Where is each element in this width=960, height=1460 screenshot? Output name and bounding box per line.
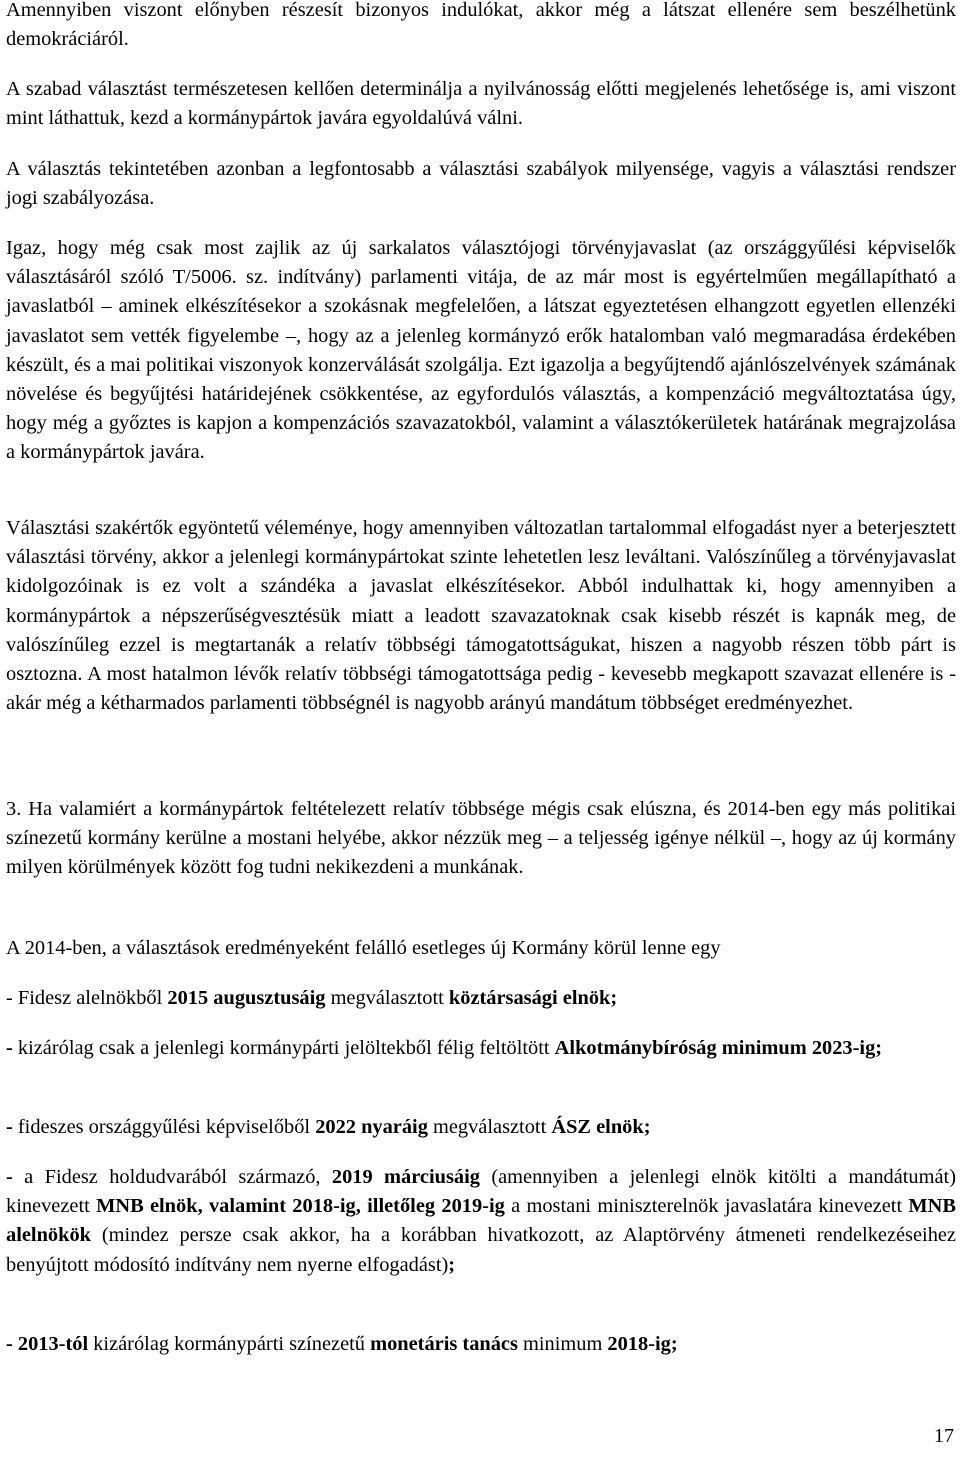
list-item-audit-office xyxy=(6,1113,651,1142)
text-run: kizárólag kormánypárti színezetű xyxy=(88,1333,371,1355)
bold-text-run: 2019 márciusáig xyxy=(331,1166,480,1188)
paragraph-publicity: A szabad választást természetesen kellően determinálja a nyilvánosság előtti megjelenés lehetősége is, ami viszont mint láthattuk, kezd a kormánypártok javára egyoldalúvá válni. xyxy=(6,78,956,130)
list-item-central-bank xyxy=(6,1163,956,1280)
paragraph-electoral-rules: A választás tekintetében azonban a legfontosabb a választási szabályok milyensége, vagyis a választási rendszer jogi szabályozása. xyxy=(6,158,956,210)
text-run: fideszes országgyűlési képviselőből xyxy=(12,1116,316,1138)
bold-text-run: monetáris tanács xyxy=(370,1333,518,1355)
paragraph-experts-opinion: Választási szakértők egyöntetű véleménye, hogy amennyiben változatlan tartalommal elfogadást nyer a beterjesztett választási törvény, akkor a jelenlegi kormánypártokat szinte lehetetlen lesz leváltani. Valószínűleg a törvényjavaslat kidolgozóinak is ez volt a szándéka a javaslat elkészítésekor. Abból indulhattak ki, hogy amennyiben a kormánypártok a népszerűségvesztésük miatt a leadott szavazatoknak csak kisebb részét is kapnák meg, de valószínűleg ezzel is megtartanák a relatív többségi támogatottságukat, hiszen a nagyobb részen több párt is osztozna. A most hatalmon lévők relatív többségi támogatottsága pedig - kevesebb megkapott szavazat ellenére is - akár még a kétharmados parlamenti többségnél is nagyobb arányú mandátum többséget eredményezhet. xyxy=(6,517,956,715)
list-item-constitutional-court xyxy=(6,1034,882,1063)
paragraph-government-change: 3. Ha valamiért a kormánypártok feltételezett relatív többsége mégis csak elúszna, és 2014-ben egy más politikai színezetű kormány kerülne a mostani helyébe, akkor nézzük meg – a teljesség igénye nélkül –, hogy az új kormány milyen körülmények között fog tudni nekikezdeni a munkának. xyxy=(6,798,956,879)
bold-text-run: köztársasági elnök; xyxy=(448,987,618,1009)
text-run: (amennyiben a jelenlegi elnök kitölti a mandátumát) kinevezett xyxy=(6,1166,956,1218)
bold-text-run: MNB elnök, valamint 2018-ig, illetőleg 2019-ig xyxy=(96,1195,505,1218)
text-run: megválasztott xyxy=(427,1116,552,1138)
bold-text-run: 2022 nyaráig xyxy=(315,1116,428,1138)
text-run: a Fidesz holdudvarából származó, xyxy=(12,1166,332,1188)
bold-text-run: MNB alelnökök xyxy=(6,1195,956,1247)
page-number: 17 xyxy=(934,1425,954,1447)
bold-text-run: 2015 augusztusáig xyxy=(167,987,326,1009)
text-run: minimum xyxy=(517,1333,608,1355)
list-item-monetary-council xyxy=(6,1330,678,1359)
paragraph-list-intro: A 2014-ben, a választások eredményeként felálló esetleges új Kormány körül lenne egy xyxy=(6,937,721,959)
text-run: (mindez persze csak akkor, ha a korábban hivatkozott, az Alaptörvény átmeneti rendelkezéseihez benyújtott módosító indítvány nem nyerne elfogadást) xyxy=(6,1224,956,1276)
text-run: - Fidesz alelnökből xyxy=(6,987,168,1009)
bold-text-run: - xyxy=(6,1166,13,1188)
paragraph-democracy: Amennyiben viszont előnyben részesít bizonyos indulókat, akkor még a látszat ellenére sem beszélhetünk demokráciáról. xyxy=(6,0,956,51)
text-run: kizárólag csak a jelenlegi kormánypárti jelöltekből félig feltöltött xyxy=(12,1037,555,1059)
bold-text-run: ; xyxy=(448,1253,456,1276)
bold-text-run: ÁSZ elnök; xyxy=(551,1116,651,1138)
text-run: megválasztott xyxy=(325,987,449,1009)
bold-text-run: - 2013-tól xyxy=(6,1333,89,1355)
paragraph-election-bill: Igaz, hogy még csak most zajlik az új sarkalatos választójogi törvényjavaslat (az országgyűlési képviselők választásáról szóló T/5006. sz. indítvány) parlamenti vitája, de az már most is egyértelműen megállapítható a javaslatból – aminek elkészítésekor a szokásnak megfelelően, a látszat egyeztetésen elhangzott egyetlen ellenzéki javaslatot sem vették figyelembe –, hogy az a jelenleg kormányzó erők hatalomban való megmaradása érdekében készült, és a mai politikai viszonyok konzerválását szolgálja. Ezt igazolja a begyűjtendő ajánlószelvények számának növelése és begyűjtési határidejének csökkentése, az egyfordulós választás, a kompenzáció megváltoztatása úgy, hogy még a győztes is kapjon a kompenzációs szavazatokból, valamint a választókerületek határának megrajzolása a kormánypártok javára. xyxy=(6,237,956,464)
bold-text-run: 2018-ig; xyxy=(607,1333,678,1355)
bold-text-run: - xyxy=(6,1116,13,1138)
bold-text-run: - xyxy=(6,1037,13,1059)
list-item-president xyxy=(6,984,617,1013)
bold-text-run: Alkotmánybíróság minimum 2023-ig; xyxy=(554,1037,883,1059)
text-run: a mostani miniszterelnök javaslatára kinevezett xyxy=(504,1195,909,1218)
